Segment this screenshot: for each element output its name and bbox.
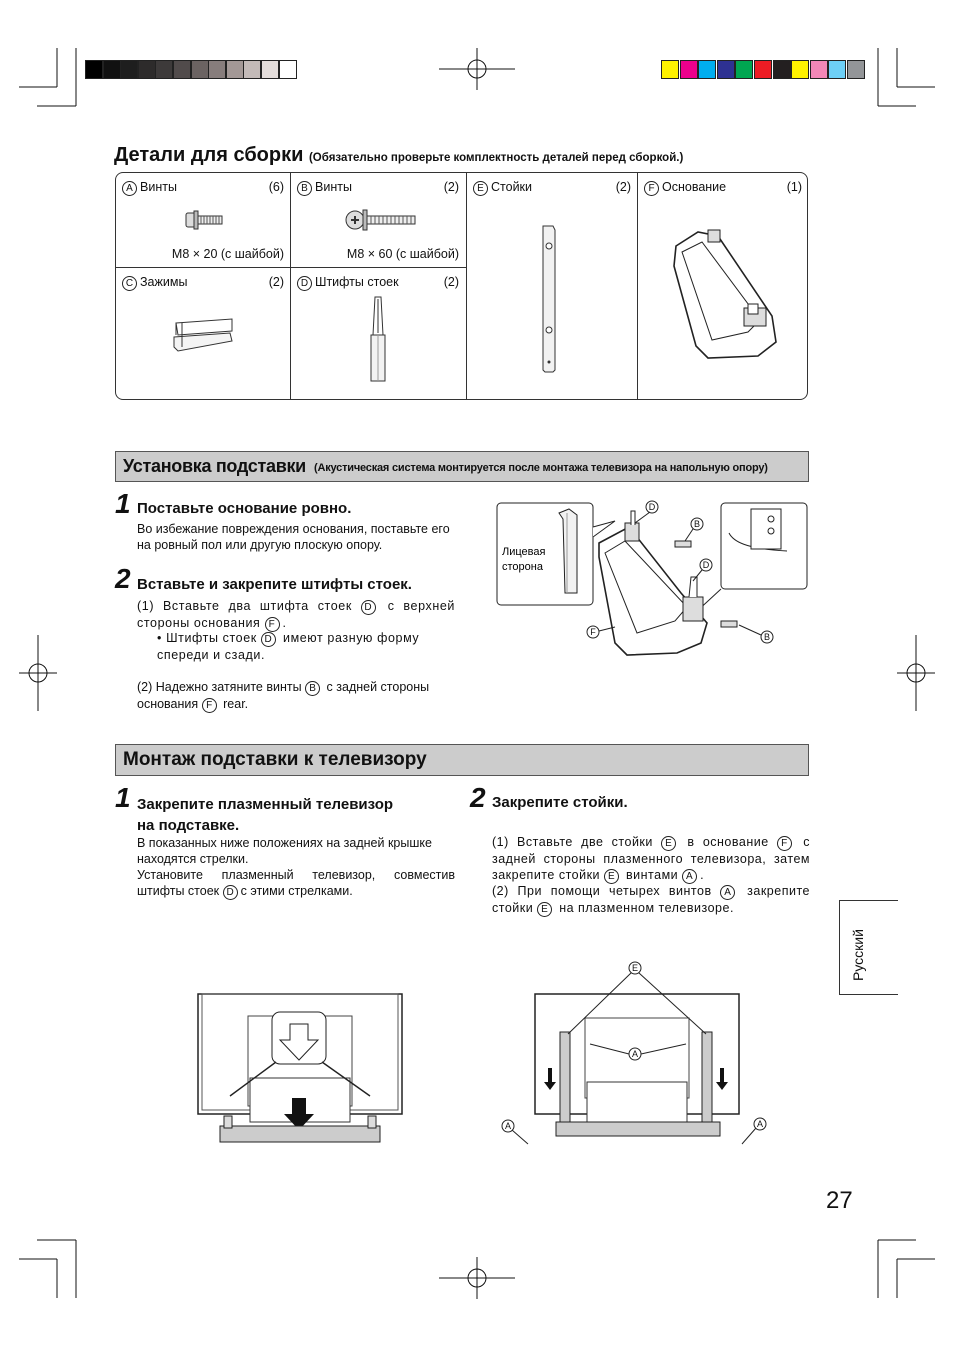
color-swatch: [661, 60, 679, 79]
part-qty: (2): [615, 180, 631, 194]
part-letter: E: [473, 181, 488, 196]
color-swatch: [735, 60, 753, 79]
mount-section-header: [115, 744, 809, 776]
install-step2-heading: Вставьте и закрепите штифты стоек.: [137, 576, 412, 593]
part-name: Штифты стоек: [315, 275, 399, 289]
language-side-tab: [839, 900, 898, 995]
install-step2-sub1: (1) Вставьте два штифта стоек D с верхней стороны основания F .: [137, 599, 455, 630]
part-name: Стойки: [491, 180, 532, 194]
install-subtitle: (Акустическая система монтируется после монтажа телевизора на напольную опору): [314, 462, 768, 474]
callout-letter: F: [590, 627, 596, 637]
gray-swatch: [85, 60, 103, 79]
install-title: Установка подставки: [123, 456, 306, 476]
language-tab-label: Русский: [850, 929, 866, 981]
gray-swatch: [173, 60, 191, 79]
install-step2-number: 2: [115, 563, 131, 594]
stand-base-icon: [668, 226, 780, 366]
callout-letter: D: [702, 560, 710, 570]
color-swatch: [773, 60, 791, 79]
mount-step1-heading: Закрепите плазменный телевизор на подставке.: [137, 796, 394, 834]
mount-step1-number: 1: [115, 782, 131, 813]
mount-left-figure: [196, 992, 404, 1154]
color-swatch: [810, 60, 828, 79]
gray-swatch: [279, 60, 297, 79]
clamp-icon: [172, 317, 238, 357]
part-spec: M8 × 60 (с шайбой): [346, 247, 459, 261]
gray-swatch: [103, 60, 121, 79]
gray-swatch: [261, 60, 279, 79]
part-name: Зажимы: [140, 275, 188, 289]
part-letter: B: [297, 181, 312, 196]
mount-step2-number: 2: [470, 782, 486, 813]
mount-title: Монтаж подставки к телевизору: [123, 749, 427, 770]
install-step1-heading: Поставьте основание ровно.: [137, 500, 352, 517]
parts-section-title: [114, 144, 683, 167]
part-spec: M8 × 20 (с шайбой): [171, 247, 284, 261]
parts-table: [115, 172, 808, 400]
part-letter: D: [297, 276, 312, 291]
part-qty: (6): [268, 180, 284, 194]
stand-pin-icon: [367, 295, 389, 385]
gray-swatch: [243, 60, 261, 79]
gray-swatch: [155, 60, 173, 79]
part-letter: F: [644, 181, 659, 196]
part-f-cell: [644, 180, 802, 394]
color-swatch: [680, 60, 698, 79]
part-e-cell: [473, 180, 631, 394]
callout-letter: B: [763, 632, 771, 642]
callout-letter: A: [631, 1049, 639, 1059]
part-a-cell: [122, 180, 284, 264]
gray-swatch: [208, 60, 226, 79]
color-swatch: [791, 60, 809, 79]
install-section-header: [115, 451, 809, 482]
callout-letter: A: [756, 1119, 764, 1129]
front-side-label-2: сторона: [502, 561, 543, 573]
gray-swatch: [138, 60, 156, 79]
part-name: Винты: [140, 180, 177, 194]
callout-letter: E: [631, 963, 639, 973]
part-b-cell: [297, 180, 459, 264]
mount-right-figure: [498, 958, 768, 1154]
color-swatch: [717, 60, 735, 79]
callout-letter: D: [648, 502, 656, 512]
part-qty: (1): [786, 180, 802, 194]
part-qty: (2): [443, 275, 459, 289]
part-d-cell: [297, 275, 459, 395]
front-side-label-1: Лицевая: [502, 546, 546, 558]
gray-swatch: [226, 60, 244, 79]
color-swatch: [754, 60, 772, 79]
install-step2-sub2: (2) Надежно затяните винты B с задней стороны основания F rear.: [137, 680, 430, 711]
part-name: Винты: [315, 180, 352, 194]
stay-bar-icon: [539, 224, 559, 374]
mount-step1-text: В показанных ниже положениях на задней крышке находятся стрелки. Установите плазменный телевизор, совместив штифты стоек D с этими стрелками.: [137, 836, 455, 898]
mount-step2-sub2: (2) При помощи четырех винтов A закрепите стойки E на плазменном телевизоре.: [492, 884, 810, 915]
install-step1-text: Во избежание повреждения основания, поставьте его на ровный пол или другую плоскую опору.: [137, 522, 450, 552]
install-figure: [495, 497, 811, 659]
mount-step2-sub1: (1) Вставьте две стойки E в основание F с задней стороны плазменного телевизора, затем закрепите стойки E винтами A .: [492, 835, 810, 882]
long-screw-icon: [343, 208, 421, 232]
part-c-cell: [122, 275, 284, 395]
color-swatch: [828, 60, 846, 79]
parts-title: Детали для сборки: [114, 144, 304, 166]
page-number: 27: [826, 1187, 853, 1214]
gray-swatch: [191, 60, 209, 79]
short-screw-icon: [184, 210, 228, 230]
part-qty: (2): [268, 275, 284, 289]
callout-letter: A: [504, 1121, 512, 1131]
mount-step2-heading: Закрепите стойки.: [492, 794, 628, 811]
part-qty: (2): [443, 180, 459, 194]
part-letter: C: [122, 276, 137, 291]
install-step2-bullet: • Штифты стоек D имеют разную форму спереди и сзади.: [157, 631, 420, 662]
install-step1-number: 1: [115, 488, 131, 519]
callout-letter: B: [693, 519, 701, 529]
parts-subtitle: (Обязательно проверьте комплектность деталей перед сборкой.): [308, 152, 684, 164]
part-name: Основание: [662, 180, 727, 194]
color-swatch: [847, 60, 865, 79]
part-letter: A: [122, 181, 137, 196]
color-swatch: [698, 60, 716, 79]
gray-swatch: [120, 60, 138, 79]
